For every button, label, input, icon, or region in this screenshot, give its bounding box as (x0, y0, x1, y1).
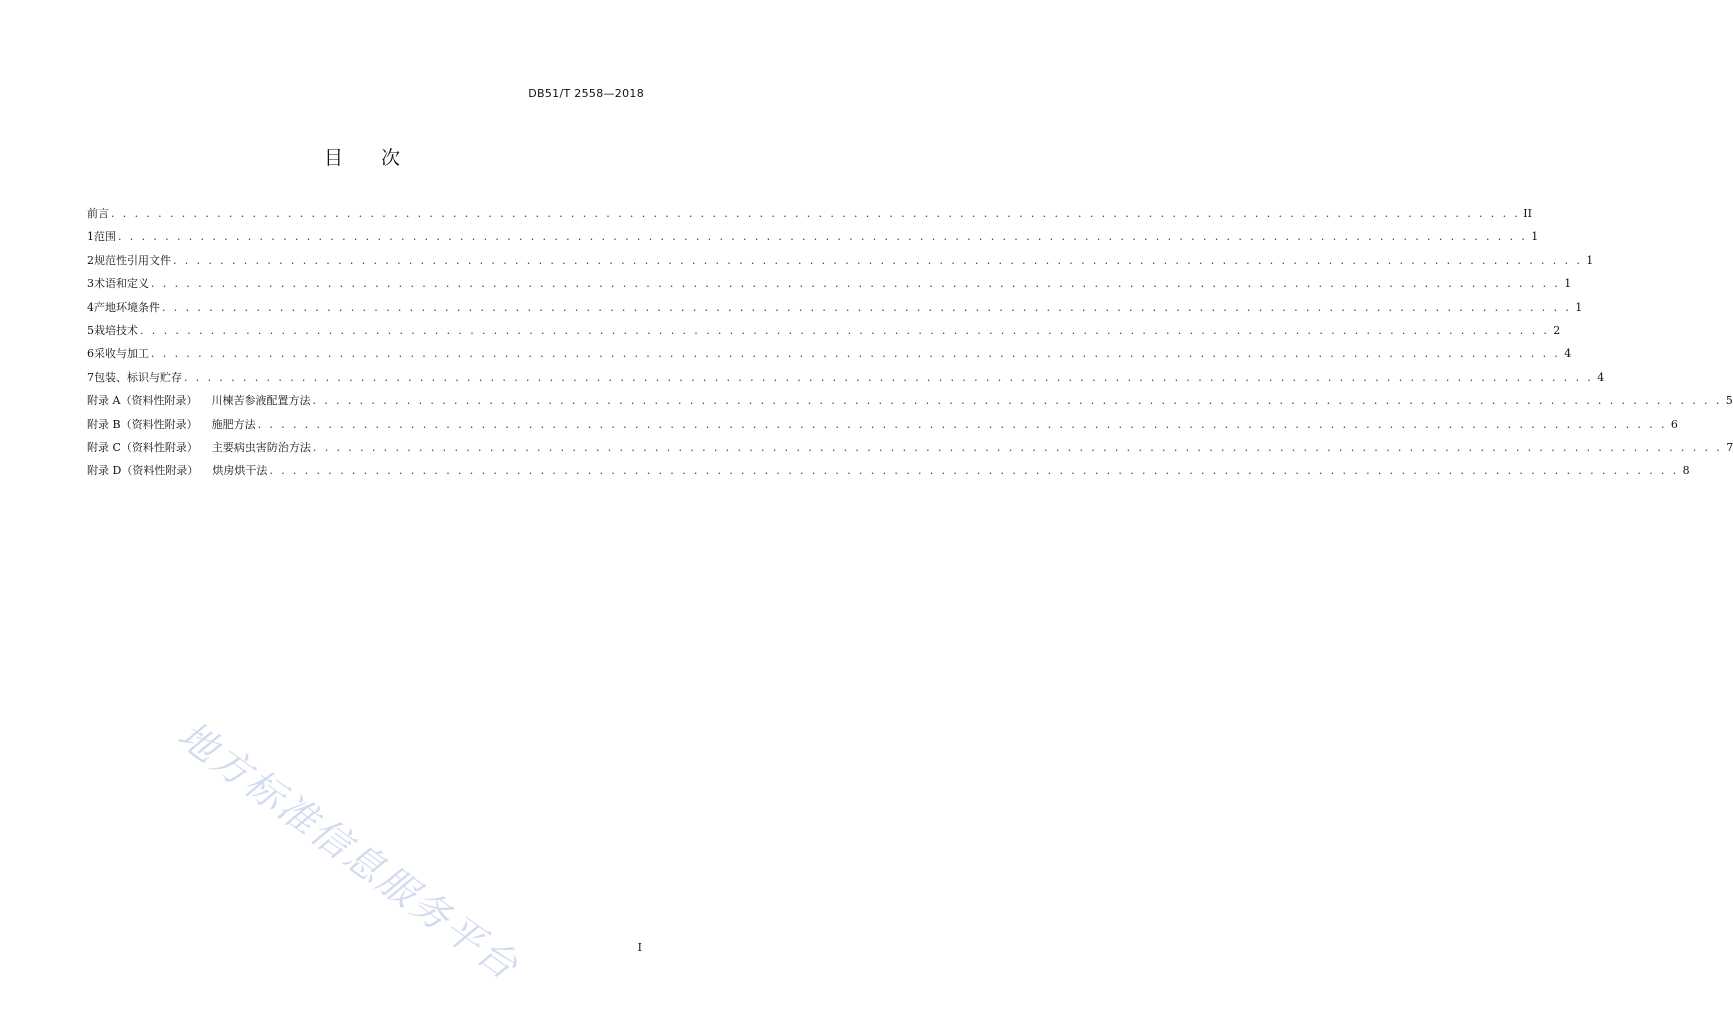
toc-entry-page: 1 (1586, 253, 1594, 267)
toc-entry-page: 2 (1553, 323, 1561, 337)
toc-entry-number: 6 (87, 347, 94, 361)
toc-entry-page: 5 (1725, 394, 1733, 408)
toc-entry-page: 4 (1564, 347, 1572, 361)
toc-entry-page: 1 (1564, 277, 1572, 291)
toc-entry-subtitle: 川楝苦参液配置方法 (211, 394, 311, 408)
toc-dot-leader: . . . . . . . . . . . . . . . . . . . . . . . . . . . . . . . . . . . . . . . . . . . . . . . . . . . . . . . . . . . . . . . . . . . . . . . . . . . . . . . . . . . . . . . . . . . . . . . . . . . . . . . . . . . . . . . . . . . . . . . . (162, 300, 1572, 314)
toc-entry-label: 附录 A（资料性附录） (87, 394, 198, 408)
toc-entry-label: 产地环境条件 (94, 300, 160, 314)
toc-entry[interactable] (87, 272, 1572, 295)
toc-entry-page: 8 (1682, 464, 1690, 478)
toc-entry-label: 术语和定义 (94, 277, 149, 291)
toc-dot-leader: . . . . . . . . . . . . . . . . . . . . . . . . . . . . . . . . . . . . . . . . . . . . . . . . . . . . . . . . . . . . . . . . . . . . . . . . . . . . . . . . . . . . . . . . . . . . . . . . . . . . . . . . . . . . . . . . . . . . . . . . (312, 440, 1723, 454)
toc-dot-leader: . . . . . . . . . . . . . . . . . . . . . . . . . . . . . . . . . . . . . . . . . . . . . . . . . . . . . . . . . . . . . . . . . . . . . . . . . . . . . . . . . . . . . . . . . . . . . . . . . . . . . . . . . . . . . . . . . . . . . . . . (184, 370, 1594, 384)
toc-entry-number: 7 (87, 370, 94, 384)
toc-entry-page: 4 (1597, 370, 1605, 384)
toc-dot-leader: . . . . . . . . . . . . . . . . . . . . . . . . . . . . . . . . . . . . . . . . . . . . . . . . . . . . . . . . . . . . . . . . . . . . . . . . . . . . . . . . . . . . . . . . . . . . . . . . . . . . . . . . . . . . . . . . . . . . . . . . (257, 417, 1667, 431)
toc-entry[interactable] (87, 319, 1561, 342)
toc-dot-leader: . . . . . . . . . . . . . . . . . . . . . . . . . . . . . . . . . . . . . . . . . . . . . . . . . . . . . . . . . . . . . . . . . . . . . . . . . . . . . . . . . . . . . . . . . . . . . . . . . . . . . . . . . . . . . . . . . . . . . . . . (312, 394, 1722, 408)
toc-entry-label: 范围 (94, 230, 116, 244)
toc-entry[interactable] (87, 202, 1532, 225)
toc-entry[interactable] (87, 296, 1583, 319)
toc-entry-label: 前言 (87, 207, 109, 220)
toc-entry-number: 4 (87, 300, 94, 314)
table-of-contents (87, 202, 1733, 483)
toc-entry-label: 附录 D（资料性附录） (87, 464, 199, 478)
toc-entry-page: 1 (1531, 230, 1539, 244)
toc-entry[interactable] (87, 436, 1733, 459)
toc-title (0, 143, 724, 170)
toc-title-part1: 目 (323, 147, 343, 169)
toc-entry-label: 包装、标识与贮存 (94, 370, 182, 384)
toc-dot-leader: . . . . . . . . . . . . . . . . . . . . . . . . . . . . . . . . . . . . . . . . . . . . . . . . . . . . . . . . . . . . . . . . . . . . . . . . . . . . . . . . . . . . . . . . . . . . . . . . . . . . . . . . . . . . . . . . . . . . . . . . (140, 323, 1550, 337)
toc-entry-number: 5 (87, 323, 94, 337)
toc-dot-leader: . . . . . . . . . . . . . . . . . . . . . . . . . . . . . . . . . . . . . . . . . . . . . . . . . . . . . . . . . . . . . . . . . . . . . . . . . . . . . . . . . . . . . . . . . . . . . . . . . . . . . . . . . . . . . . . . . . . . . . . . (151, 277, 1561, 291)
toc-entry[interactable] (87, 225, 1539, 248)
toc-dot-leader: . . . . . . . . . . . . . . . . . . . . . . . . . . . . . . . . . . . . . . . . . . . . . . . . . . . . . . . . . . . . . . . . . . . . . . . . . . . . . . . . . . . . . . . . . . . . . . . . . . . . . . . . . . . . . . . . . . . . . . . . (173, 253, 1583, 267)
watermark: 地方标准信息服务平台 (170, 712, 528, 990)
toc-entry[interactable] (87, 413, 1678, 436)
toc-dot-leader: . . . . . . . . . . . . . . . . . . . . . . . . . . . . . . . . . . . . . . . . . . . . . . . . . . . . . . . . . . . . . . . . . . . . . . . . . . . . . . . . . . . . . . . . . . . . . . . . . . . . . . . . . . . . . . . . . . . . . . . . (269, 464, 1679, 478)
toc-entry-number: 3 (87, 277, 94, 291)
toc-entry-subtitle: 施肥方法 (211, 417, 256, 431)
toc-entry-subtitle: 烘房烘干法 (212, 464, 268, 478)
toc-entry-number: 1 (87, 230, 94, 244)
toc-entry-page: 6 (1670, 417, 1678, 431)
toc-entry-page: II (1523, 207, 1532, 220)
toc-dot-leader: . . . . . . . . . . . . . . . . . . . . . . . . . . . . . . . . . . . . . . . . . . . . . . . . . . . . . . . . . . . . . . . . . . . . . . . . . . . . . . . . . . . . . . . . . . . . . . . . . . . . . . . . . . . . . . . . . . . . . . . . (111, 207, 1521, 220)
toc-entry[interactable] (87, 342, 1572, 365)
toc-dot-leader: . . . . . . . . . . . . . . . . . . . . . . . . . . . . . . . . . . . . . . . . . . . . . . . . . . . . . . . . . . . . . . . . . . . . . . . . . . . . . . . . . . . . . . . . . . . . . . . . . . . . . . . . . . . . . . . . . . . . . . . . (151, 347, 1561, 361)
toc-entry-page: 7 (1726, 440, 1733, 454)
toc-entry-label: 栽培技术 (94, 323, 138, 337)
toc-entry-label: 附录 C（资料性附录） (87, 440, 198, 454)
toc-entry-number: 2 (87, 253, 94, 267)
toc-entry-page: 1 (1575, 300, 1583, 314)
toc-entry-label: 附录 B（资料性附录） (87, 417, 198, 431)
toc-entry[interactable] (87, 249, 1594, 272)
toc-entry-label: 规范性引用文件 (94, 253, 171, 267)
toc-entry[interactable] (87, 366, 1605, 389)
toc-entry-label: 采收与加工 (94, 347, 149, 361)
document-code: DB51/T 2558—2018 (528, 87, 644, 100)
toc-entry[interactable] (87, 459, 1690, 482)
toc-dot-leader: . . . . . . . . . . . . . . . . . . . . . . . . . . . . . . . . . . . . . . . . . . . . . . . . . . . . . . . . . . . . . . . . . . . . . . . . . . . . . . . . . . . . . . . . . . . . . . . . . . . . . . . . . . . . . . . . . . . . . . . . (118, 230, 1528, 244)
toc-entry-subtitle: 主要病虫害防治方法 (211, 440, 311, 454)
toc-title-part2: 次 (381, 147, 401, 169)
page-number: I (637, 941, 642, 954)
toc-entry[interactable] (87, 389, 1733, 412)
